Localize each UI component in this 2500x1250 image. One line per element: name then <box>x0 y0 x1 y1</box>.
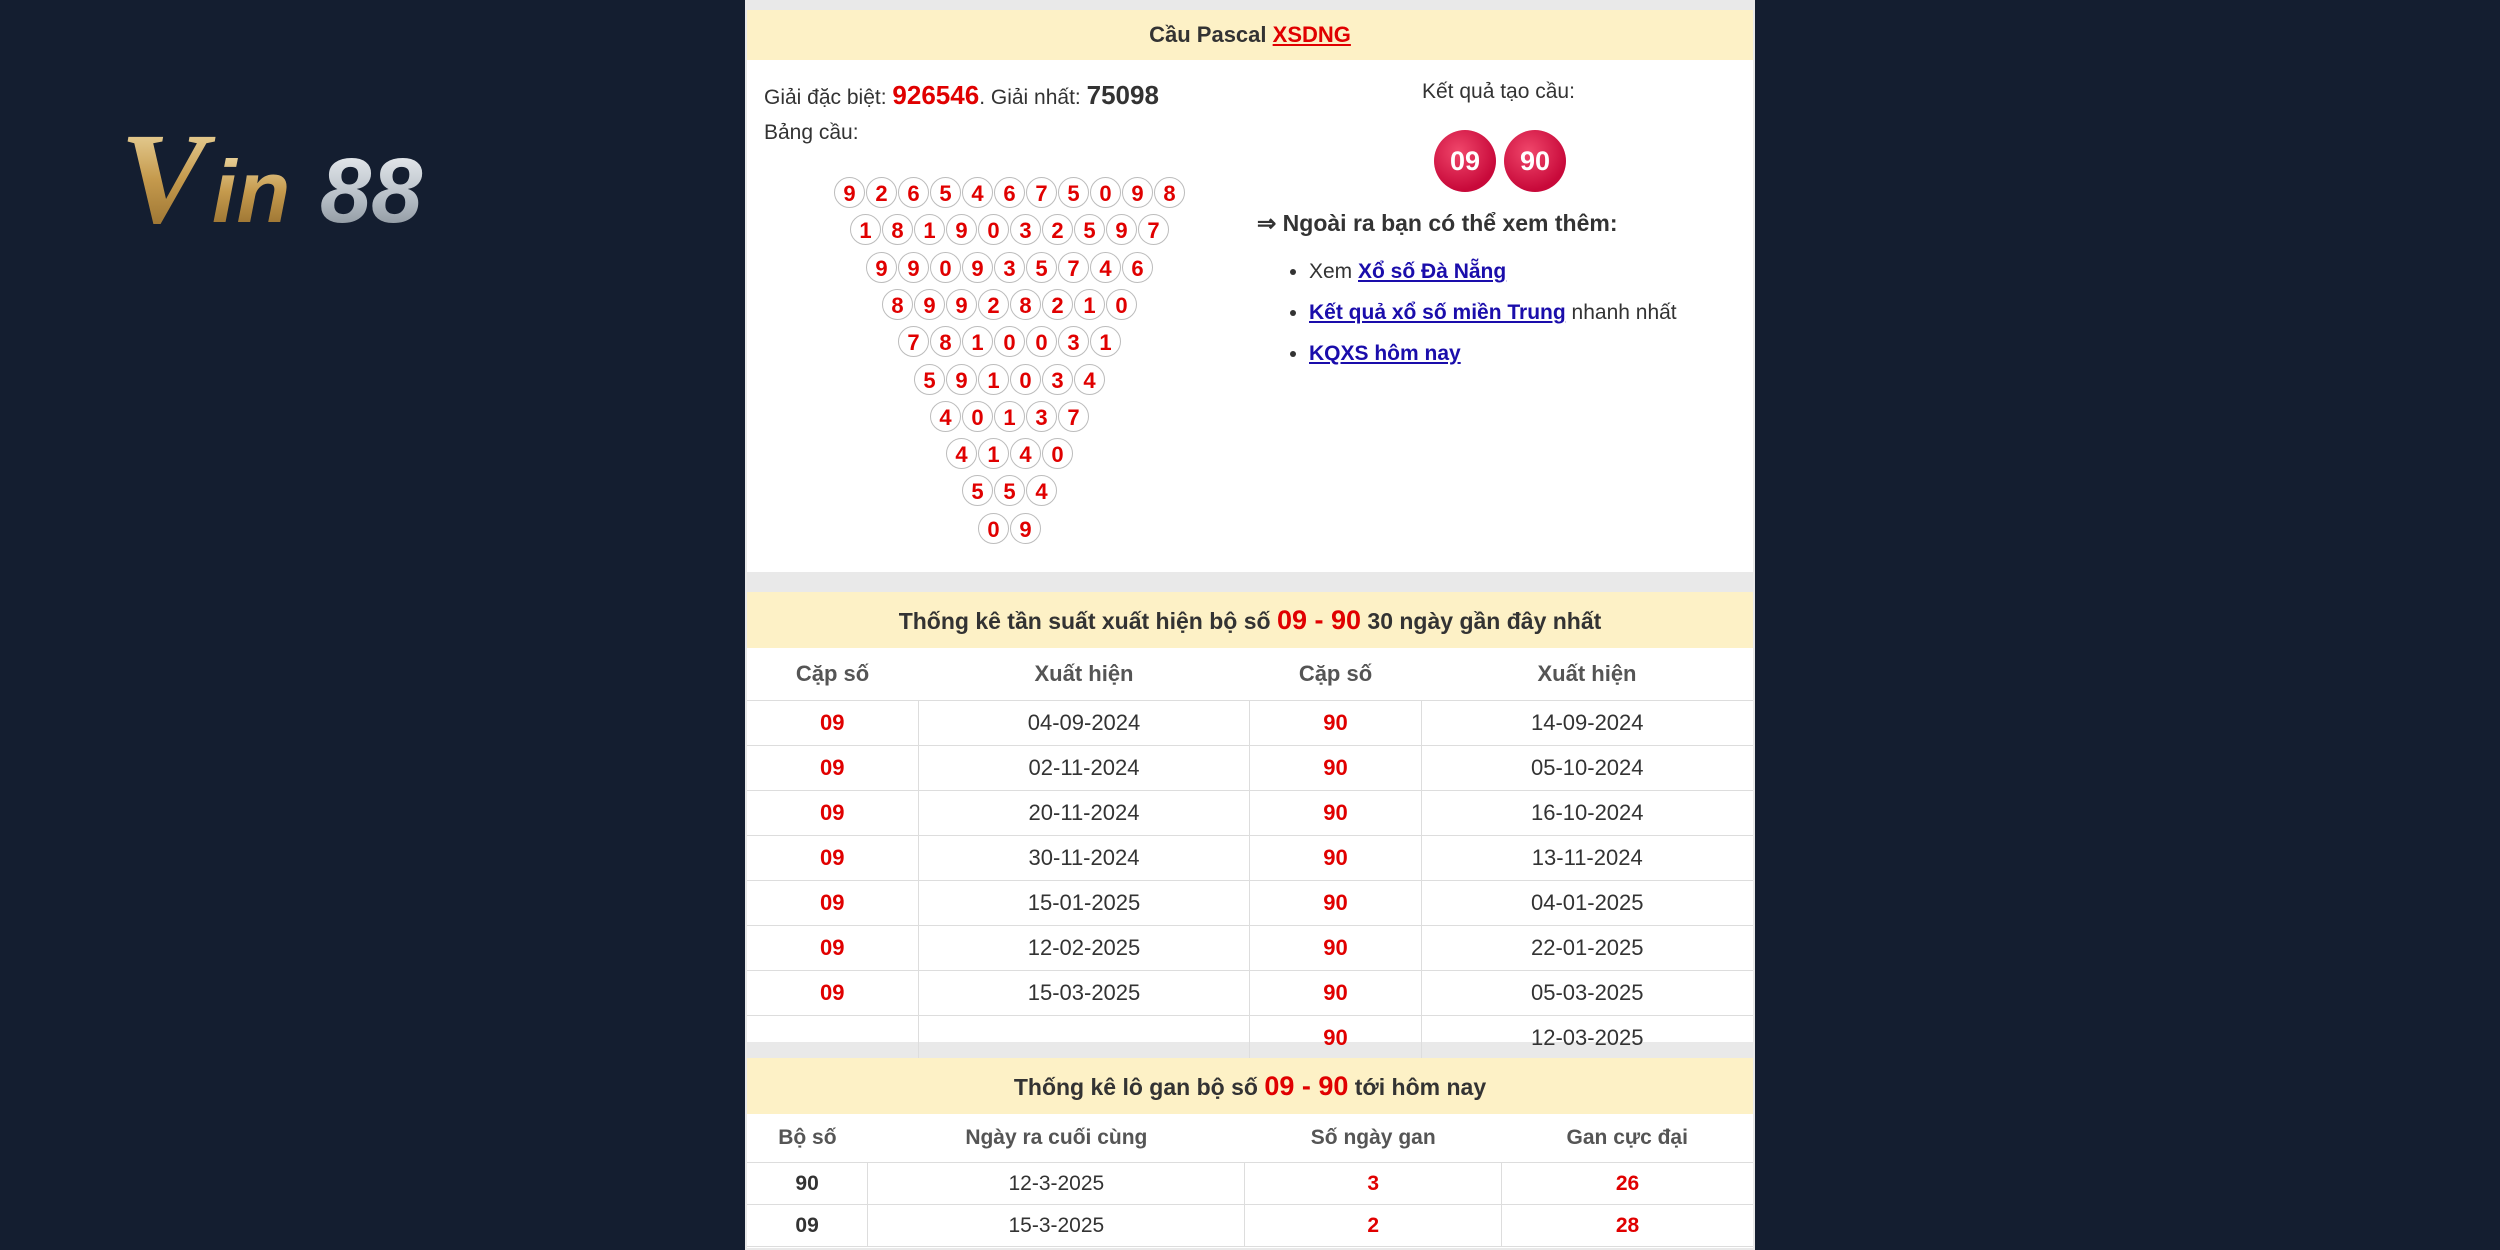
triangle-digit: 9 <box>946 364 977 395</box>
col-pair: Cặp số <box>1250 648 1421 701</box>
triangle-digit: 9 <box>946 214 977 245</box>
see-more-list <box>1279 260 1677 383</box>
triangle-digit: 0 <box>1090 177 1121 208</box>
triangle-digit: 0 <box>962 401 993 432</box>
triangle-digit: 2 <box>1042 289 1073 320</box>
triangle-digit: 7 <box>898 326 929 357</box>
triangle-digit: 7 <box>1058 252 1089 283</box>
vin88-logo[interactable] <box>120 118 490 233</box>
frequency-row <box>747 926 1753 971</box>
gan-title-prefix: Thống kê lô gan bộ số <box>1013 1074 1258 1100</box>
triangle-digit: 0 <box>1010 364 1041 395</box>
pair-cell: 09 <box>747 791 918 836</box>
frequency-header-row <box>747 648 1753 701</box>
content-column <box>745 0 1755 1250</box>
triangle-digit: 6 <box>994 177 1025 208</box>
triangle-row <box>747 252 1272 286</box>
date-cell: 12-03-2025 <box>1421 1016 1753 1061</box>
triangle-digit: 4 <box>946 438 977 469</box>
svg-text:in: in <box>212 142 291 233</box>
frequency-row <box>747 971 1753 1016</box>
triangle-digit: 4 <box>1090 252 1121 283</box>
gan-row <box>747 1163 1753 1205</box>
col-pair: Cặp số <box>747 648 918 701</box>
see-more-item <box>1309 260 1677 284</box>
result-ball: 90 <box>1504 130 1566 192</box>
triangle-digit: 8 <box>882 214 913 245</box>
triangle-digit: 1 <box>914 214 945 245</box>
xsdng-link[interactable]: XSDNG <box>1272 22 1351 47</box>
triangle-digit: 5 <box>914 364 945 395</box>
link-prefix: Xem <box>1309 260 1359 283</box>
first-prize-value: 75098 <box>1086 80 1159 110</box>
frequency-row <box>747 791 1753 836</box>
triangle-digit: 9 <box>834 177 865 208</box>
triangle-row <box>747 475 1272 509</box>
prize-line <box>764 80 1159 111</box>
triangle-digit: 0 <box>978 513 1009 544</box>
see-more-item <box>1309 301 1677 325</box>
triangle-digit: 0 <box>978 214 1009 245</box>
see-more-item <box>1309 342 1677 366</box>
triangle-digit: 3 <box>994 252 1025 283</box>
col-bo-so: Bộ số <box>747 1114 868 1163</box>
col-gan-days: Số ngày gan <box>1245 1114 1502 1163</box>
triangle-digit: 3 <box>1042 364 1073 395</box>
bo-so-cell: 09 <box>747 1205 868 1247</box>
triangle-row <box>747 214 1272 248</box>
date-cell: 15-03-2025 <box>918 971 1250 1016</box>
triangle-digit: 2 <box>866 177 897 208</box>
frequency-row <box>747 836 1753 881</box>
gan-row <box>747 1205 1753 1247</box>
xo-so-da-nang-link[interactable]: Xổ số Đà Nẵng <box>1358 260 1507 283</box>
triangle-digit: 1 <box>850 214 881 245</box>
pair-cell: 90 <box>1250 836 1421 881</box>
triangle-digit: 4 <box>930 401 961 432</box>
gan-body <box>747 1163 1753 1247</box>
pair-cell: 90 <box>1250 971 1421 1016</box>
last-date-cell: 15-3-2025 <box>868 1205 1245 1247</box>
triangle-digit: 6 <box>898 177 929 208</box>
gan-max-cell: 28 <box>1501 1205 1753 1247</box>
pair-cell <box>747 1016 918 1061</box>
date-cell: 05-03-2025 <box>1421 971 1753 1016</box>
triangle-digit: 1 <box>1090 326 1121 357</box>
pair-cell: 90 <box>1250 926 1421 971</box>
triangle-digit: 9 <box>898 252 929 283</box>
triangle-digit: 4 <box>962 177 993 208</box>
pair-cell: 90 <box>1250 881 1421 926</box>
triangle-row <box>747 289 1272 323</box>
triangle-digit: 9 <box>962 252 993 283</box>
result-balls <box>1434 130 1574 192</box>
col-gan-max: Gan cực đại <box>1501 1114 1753 1163</box>
date-cell: 13-11-2024 <box>1421 836 1753 881</box>
triangle-digit: 9 <box>946 289 977 320</box>
pair-cell: 90 <box>1250 701 1421 746</box>
frequency-title-pair: 09 - 90 <box>1276 605 1362 635</box>
pair-cell: 09 <box>747 701 918 746</box>
svg-text:88: 88 <box>320 140 423 233</box>
triangle-digit: 7 <box>1026 177 1057 208</box>
triangle-digit: 9 <box>1010 513 1041 544</box>
pascal-title-text: Cầu Pascal <box>1149 22 1267 47</box>
prize-separator: . <box>979 86 986 109</box>
triangle-digit: 8 <box>930 326 961 357</box>
frequency-panel <box>747 592 1753 1050</box>
triangle-digit: 3 <box>1010 214 1041 245</box>
svg-text:V: V <box>120 118 207 233</box>
frequency-row <box>747 746 1753 791</box>
kqxs-hom-nay-link[interactable]: KQXS hôm nay <box>1309 342 1461 365</box>
frequency-table <box>747 648 1753 1061</box>
triangle-row <box>747 326 1272 360</box>
gan-days-cell: 2 <box>1245 1205 1502 1247</box>
gan-header-row <box>747 1114 1753 1163</box>
pair-cell: 90 <box>1250 791 1421 836</box>
triangle-digit: 0 <box>1042 438 1073 469</box>
pascal-panel <box>747 10 1753 572</box>
triangle-digit: 6 <box>1122 252 1153 283</box>
gan-table <box>747 1114 1753 1247</box>
date-cell: 04-09-2024 <box>918 701 1250 746</box>
kq-mien-trung-link[interactable]: Kết quả xổ số miền Trung <box>1309 301 1566 324</box>
special-prize-value: 926546 <box>892 80 980 110</box>
date-cell: 15-01-2025 <box>918 881 1250 926</box>
frequency-row <box>747 881 1753 926</box>
gan-max-cell: 26 <box>1501 1163 1753 1205</box>
date-cell: 12-02-2025 <box>918 926 1250 971</box>
triangle-row <box>747 364 1272 398</box>
pair-cell: 09 <box>747 881 918 926</box>
link-suffix: nhanh nhất <box>1565 301 1677 324</box>
frequency-row <box>747 1016 1753 1061</box>
date-cell: 16-10-2024 <box>1421 791 1753 836</box>
triangle-digit: 1 <box>1074 289 1105 320</box>
triangle-digit: 0 <box>994 326 1025 357</box>
date-cell: 05-10-2024 <box>1421 746 1753 791</box>
triangle-row <box>747 177 1272 211</box>
date-cell: 04-01-2025 <box>1421 881 1753 926</box>
frequency-title-prefix: Thống kê tần suất xuất hiện bộ số <box>898 608 1271 634</box>
board-label: Bảng cầu: <box>764 121 859 144</box>
col-appear: Xuất hiện <box>1421 648 1753 701</box>
triangle-row <box>747 513 1272 547</box>
date-cell: 02-11-2024 <box>918 746 1250 791</box>
triangle-row <box>747 438 1272 472</box>
triangle-digit: 8 <box>882 289 913 320</box>
pair-cell: 90 <box>1250 746 1421 791</box>
date-cell: 30-11-2024 <box>918 836 1250 881</box>
triangle-digit: 4 <box>1074 364 1105 395</box>
triangle-digit: 2 <box>978 289 1009 320</box>
first-prize-label: Giải nhất: <box>990 86 1081 109</box>
gan-days-cell: 3 <box>1245 1163 1502 1205</box>
last-date-cell: 12-3-2025 <box>868 1163 1245 1205</box>
triangle-digit: 4 <box>1026 475 1057 506</box>
col-last-date: Ngày ra cuối cùng <box>868 1114 1245 1163</box>
triangle-row <box>747 401 1272 435</box>
triangle-digit: 5 <box>930 177 961 208</box>
triangle-digit: 1 <box>994 401 1025 432</box>
see-more-title: ⇒ Ngoài ra bạn có thể xem thêm: <box>1257 210 1618 236</box>
col-appear: Xuất hiện <box>918 648 1250 701</box>
gan-panel <box>747 1058 1753 1248</box>
triangle-digit: 0 <box>930 252 961 283</box>
triangle-digit: 5 <box>994 475 1025 506</box>
triangle-digit: 9 <box>866 252 897 283</box>
triangle-digit: 5 <box>1058 177 1089 208</box>
special-prize-label: Giải đặc biệt: <box>764 86 887 109</box>
pair-cell: 09 <box>747 746 918 791</box>
frequency-title <box>747 592 1753 648</box>
triangle-digit: 4 <box>1010 438 1041 469</box>
triangle-digit: 9 <box>914 289 945 320</box>
frequency-title-suffix: 30 ngày gần đây nhất <box>1367 608 1602 634</box>
triangle-digit: 5 <box>1074 214 1105 245</box>
gan-title-pair: 09 - 90 <box>1264 1071 1349 1101</box>
frequency-body <box>747 701 1753 1061</box>
triangle-digit: 9 <box>1106 214 1137 245</box>
triangle-digit: 1 <box>962 326 993 357</box>
pair-cell: 09 <box>747 926 918 971</box>
gan-title <box>747 1058 1753 1114</box>
bo-so-cell: 90 <box>747 1163 868 1205</box>
logo-graphic <box>120 118 490 233</box>
triangle-digit: 0 <box>1026 326 1057 357</box>
date-cell: 14-09-2024 <box>1421 701 1753 746</box>
frequency-row <box>747 701 1753 746</box>
date-cell: 22-01-2025 <box>1421 926 1753 971</box>
triangle-digit: 7 <box>1138 214 1169 245</box>
pair-cell: 09 <box>747 971 918 1016</box>
triangle-digit: 7 <box>1058 401 1089 432</box>
triangle-digit: 1 <box>978 438 1009 469</box>
date-cell: 20-11-2024 <box>918 791 1250 836</box>
triangle-digit: 2 <box>1042 214 1073 245</box>
triangle-digit: 5 <box>962 475 993 506</box>
result-ball: 09 <box>1434 130 1496 192</box>
pair-cell: 09 <box>747 836 918 881</box>
triangle-digit: 0 <box>1106 289 1137 320</box>
result-label: Kết quả tạo cầu: <box>1422 80 1575 103</box>
triangle-digit: 1 <box>978 364 1009 395</box>
triangle-digit: 3 <box>1026 401 1057 432</box>
triangle-digit: 3 <box>1058 326 1089 357</box>
gan-title-suffix: tới hôm nay <box>1354 1074 1487 1100</box>
triangle-digit: 5 <box>1026 252 1057 283</box>
date-cell <box>918 1016 1250 1061</box>
triangle-digit: 9 <box>1122 177 1153 208</box>
triangle-digit: 8 <box>1010 289 1041 320</box>
pair-cell: 90 <box>1250 1016 1421 1061</box>
pascal-title <box>747 10 1753 60</box>
triangle-digit: 8 <box>1154 177 1185 208</box>
